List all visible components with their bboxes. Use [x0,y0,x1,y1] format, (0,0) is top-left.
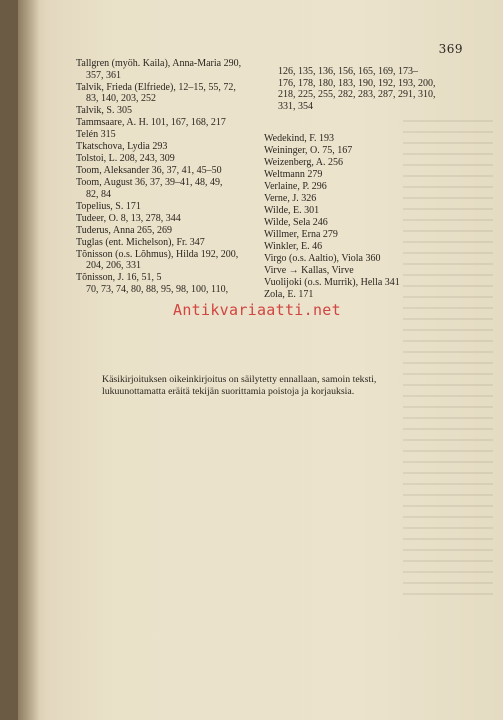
index-entry-text: Toom, Aleksander 36, 37, 41, 45–50 [76,165,222,177]
index-entry-continuation: 176, 178, 180, 183, 190, 192, 193, 200, [278,77,436,89]
index-entry-continuation: 218, 225, 255, 282, 283, 287, 291, 310, [278,89,436,101]
index-entry-text: Tkatschova, Lydia 293 [76,141,168,153]
index-entry: Virgo (o.s. Aaltio), Viola 360 [264,252,381,264]
index-entry-text: Tõnisson (o.s. Lõhmus), Hilda 192, 200, [76,248,239,260]
index-entry: Winkler, E. 46 [264,240,323,252]
index-entry: Virve → Kallas, Virve [264,264,354,276]
index-right-column [264,133,464,301]
index-entry: Verlaine, P. 296 [264,180,327,192]
index-entry-text: Talvik, Frieda (Elfriede), 12–15, 55, 72, [76,81,236,93]
index-entry [76,141,266,153]
index-entry: Willmer, Erna 279 [264,228,338,240]
index-entry [76,129,266,141]
page-number: 369 [438,42,463,56]
index-entry: Vuolijoki (o.s. Murrik), Hella 341 [264,276,400,288]
index-entry: Verne, J. 326 [264,192,317,204]
index-entry [76,177,266,200]
index-entry [76,272,266,295]
index-entry-text: Telén 315 [76,129,116,141]
index-entry: Wedekind, F. 193 [264,133,335,144]
index-entry-text: Tolstoi, L. 208, 243, 309 [76,153,175,165]
editorial-note: Käsikirjoituksen oikeinkirjoitus on säilytetty ennallaan, samoin teksti, lukuunottamatta eräitä tekijän suorittamia poistoja ja korjauksia. [102,374,377,397]
index-entry [76,201,266,213]
index-entry-text: Tuderus, Anna 265, 269 [76,224,173,236]
index-entry [76,165,266,177]
index-left-column [76,58,266,296]
index-entry-text: Tallgren (myöh. Kaila), Anna-Maria 290, [76,58,242,69]
index-entry-text: Tudeer, O. 8, 13, 278, 344 [76,212,181,224]
index-entry-continuation: 204, 206, 331 [86,260,141,272]
index-entry-continuation: 357, 361 [86,69,121,81]
index-entry-text: Tuglas (ent. Michelson), Fr. 347 [76,236,205,248]
index-right-continuation [278,66,478,112]
index-entry: Wilde, Sela 246 [264,216,328,228]
index-entry [76,249,266,272]
index-entry-continuation: 83, 140, 203, 252 [86,93,156,105]
index-entry [76,105,266,117]
index-entry: Wilde, E. 301 [264,204,320,216]
index-entry-text: Tõnisson, J. 16, 51, 5 [76,272,162,284]
index-entry: Zola, E. 171 [264,288,314,300]
index-entry-text: Toom, August 36, 37, 39–41, 48, 49, [76,177,223,189]
index-entry-continuation: 126, 135, 136, 156, 165, 169, 173– [278,66,418,77]
index-entry [76,117,266,129]
index-entry: Weininger, O. 75, 167 [264,144,353,156]
watermark-text: Antikvariaatti.net [173,301,341,319]
index-entry [76,58,266,81]
index-entry-continuation: 331, 354 [278,100,313,112]
index-entry [76,225,266,237]
index-entry [76,82,266,105]
index-entry-text: Topelius, S. 171 [76,200,141,212]
index-entry [76,153,266,165]
index-entry: Weizenberg, A. 256 [264,156,343,168]
index-entry-continuation: 82, 84 [86,188,111,200]
index-entry: Weltmann 279 [264,168,323,180]
index-entry-continuation: 70, 73, 74, 80, 88, 95, 98, 100, 110, [86,283,229,295]
index-entry [76,237,266,249]
index-entry-text: Tammsaare, A. H. 101, 167, 168, 217 [76,117,226,129]
index-entry [76,213,266,225]
page-gutter-shadow [18,0,40,720]
index-entry-text: Talvik, S. 305 [76,105,132,117]
book-page [18,0,503,720]
